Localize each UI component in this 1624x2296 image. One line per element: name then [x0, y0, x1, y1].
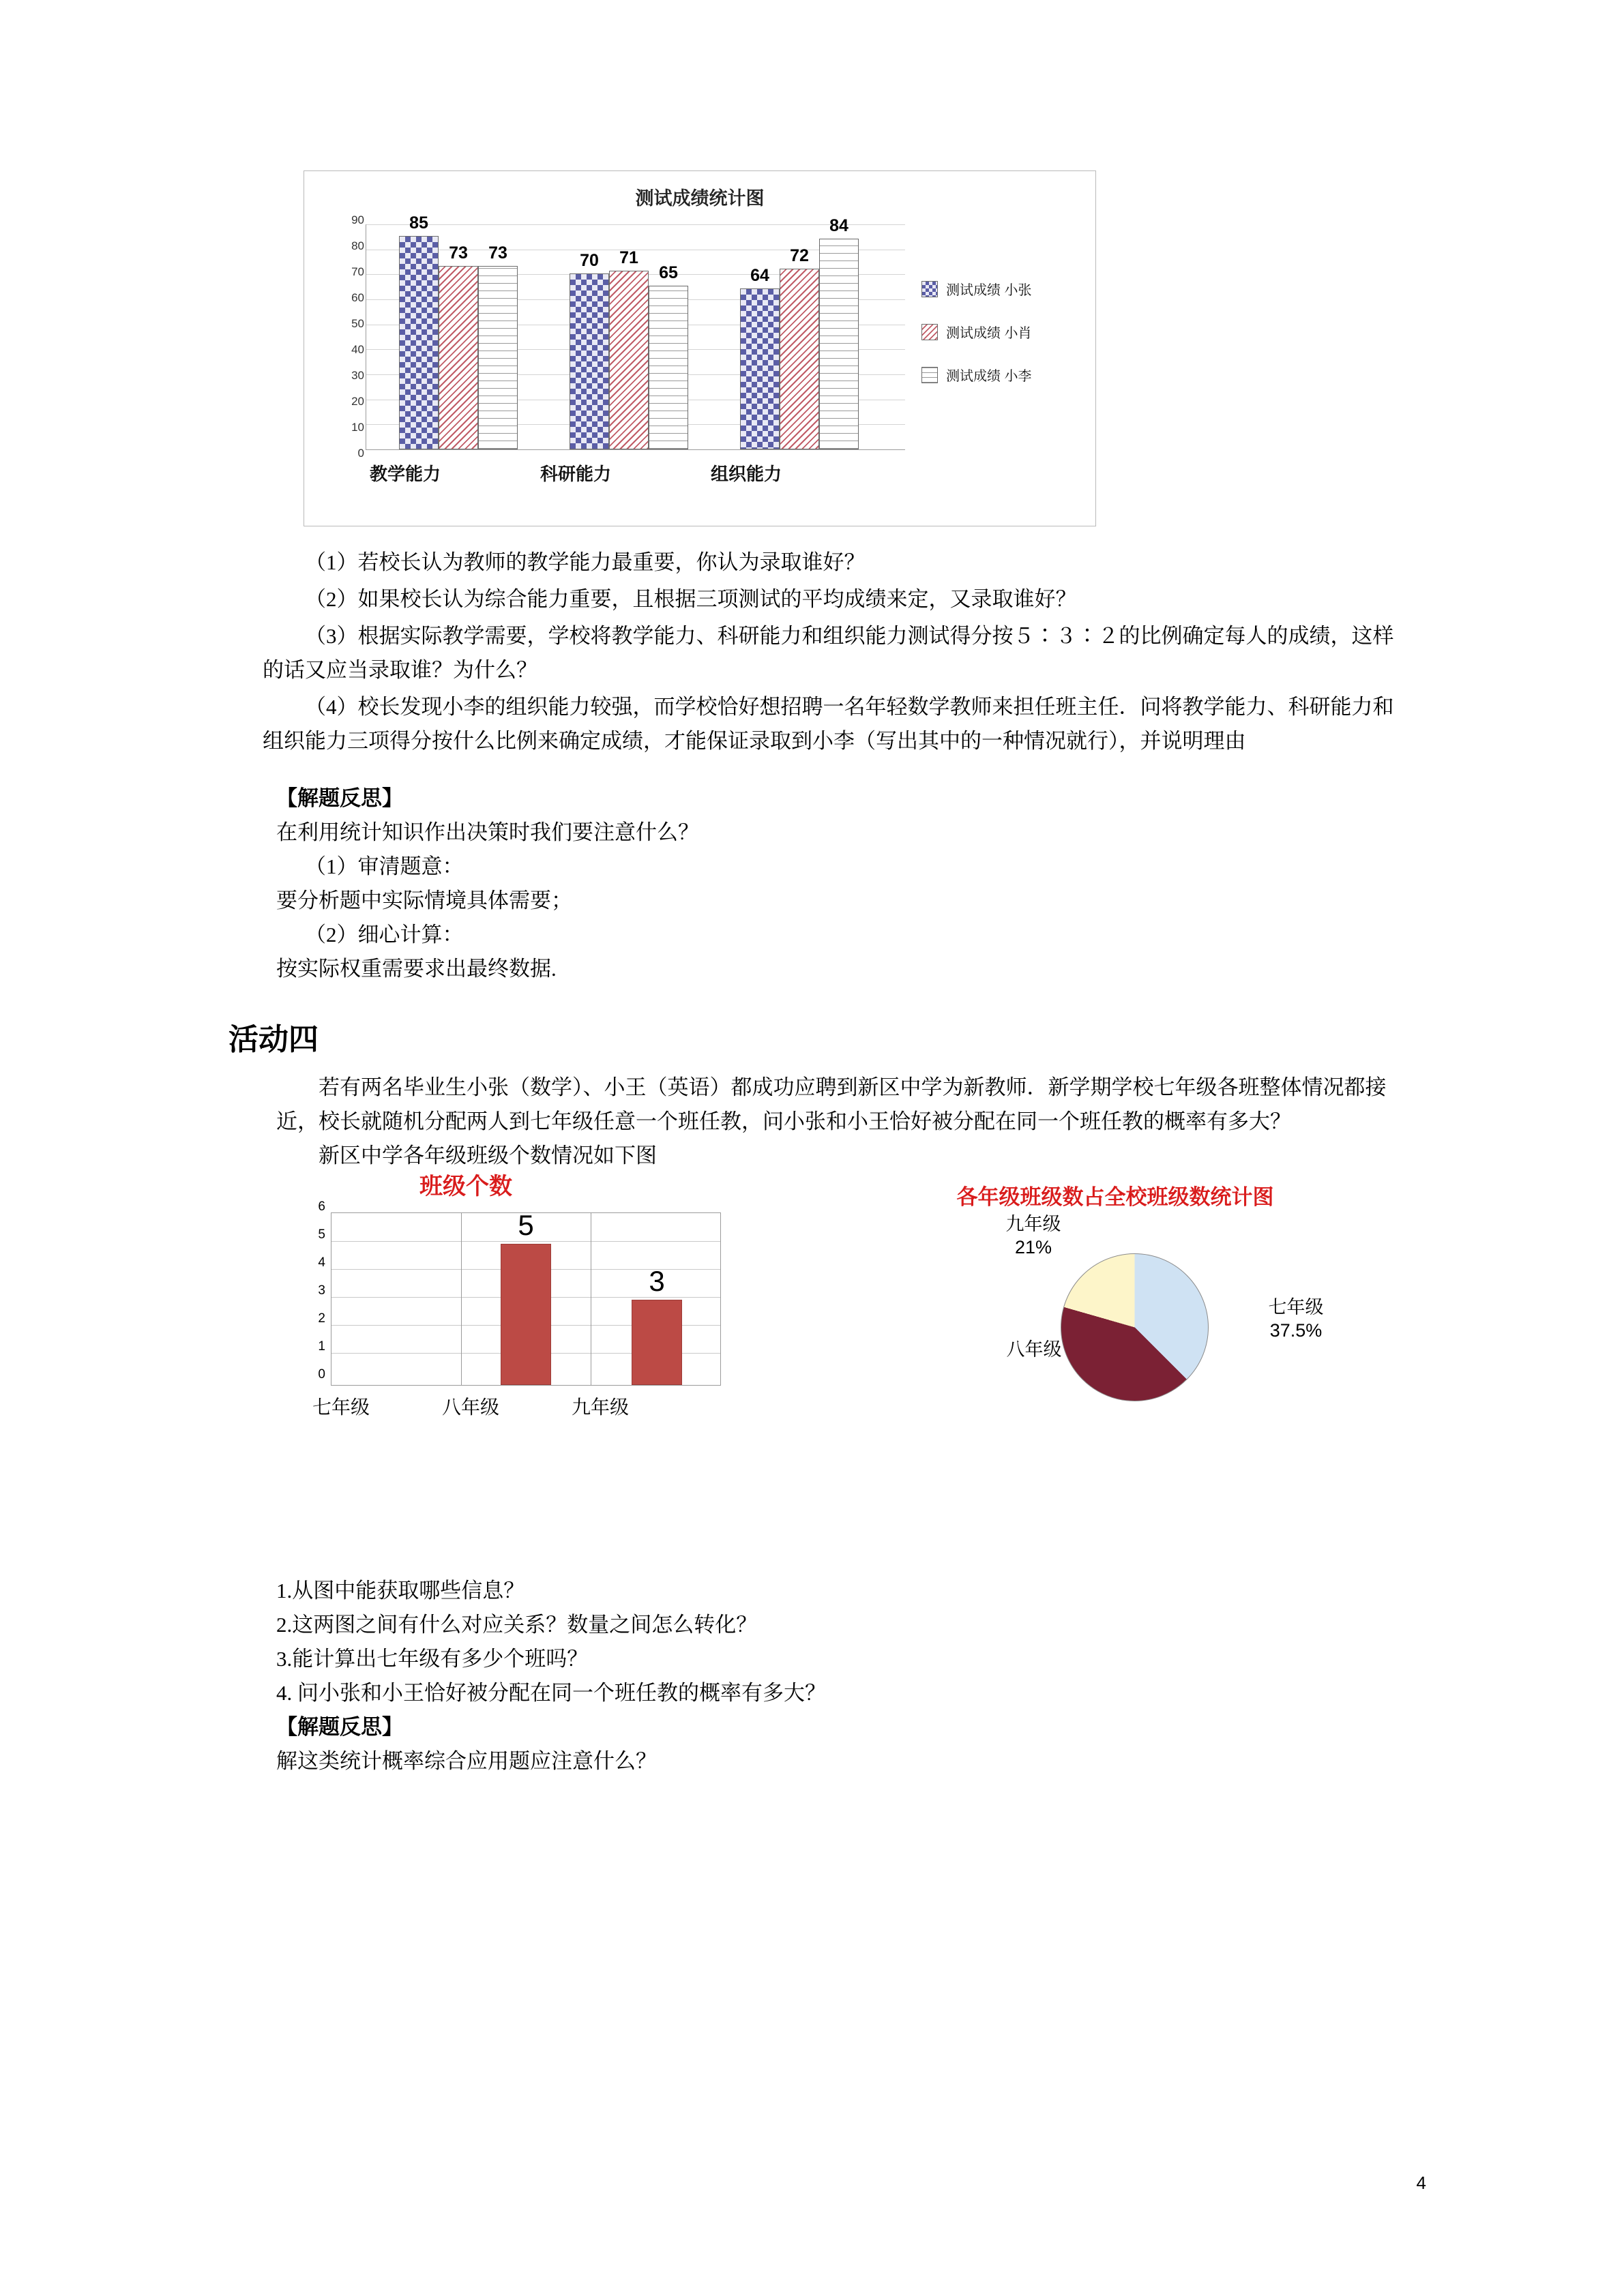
reflection-line: 按实际权重需要求出最终数据.	[276, 957, 557, 981]
pie-label-grade9	[965, 1212, 1102, 1259]
legend-label: 测试成绩 小肖	[946, 326, 1032, 341]
y-tick: 40	[351, 343, 364, 356]
pie-graphic	[1061, 1253, 1209, 1401]
pie-value-text: 21%	[1014, 1237, 1052, 1257]
legend-swatch-icon	[921, 324, 938, 340]
bar-li-teaching	[478, 243, 518, 449]
question-1: 1.从图中能获取哪些信息？	[276, 1579, 525, 1602]
question-2: 2.这两图之间有什么对应关系？数量之间怎么转化？	[276, 1613, 758, 1637]
reflection-line: 解这类统计概率综合应用题应注意什么？	[276, 1749, 657, 1773]
bar-zhang-teaching	[399, 213, 439, 449]
bar-label: 73	[488, 243, 507, 263]
bar-xiao-teaching	[439, 243, 478, 449]
y-tick: 6	[318, 1199, 325, 1214]
plot-area	[331, 1209, 721, 1386]
chart-title: 测试成绩统计图	[635, 188, 765, 209]
bar-group-organization	[740, 216, 859, 449]
y-axis-labels	[325, 213, 364, 460]
chart-title: 各年级班级数占全校班级数统计图	[956, 1185, 1274, 1209]
y-tick: 80	[351, 239, 364, 252]
bar-label: 72	[790, 246, 809, 265]
activity-subtitle: 新区中学各年级班级个数情况如下图	[319, 1144, 657, 1167]
y-tick: 70	[351, 265, 364, 278]
pie-label-grade8	[969, 1338, 1099, 1361]
category-label: 教学能力	[369, 464, 441, 484]
page-content	[228, 170, 1408, 1778]
grade-share-pie-chart	[836, 1180, 1395, 1452]
question-4: （4）校长发现小李的组织能力较强，而学校恰好想招聘一名年轻数学教师来担任班主任．问将教学能力、科研能力和组织能力三项得分按什么比例来确定成绩，才能保证录取到小李（写出其中的一种情况就行），并说明理由	[263, 695, 1394, 753]
bar-xiao-research	[609, 248, 649, 449]
legend-label: 测试成绩 小李	[946, 369, 1032, 384]
bar-xiao-organization	[780, 246, 819, 449]
question-4: 4. 问小张和小王恰好被分配在同一个班任教的概率有多大？	[276, 1681, 826, 1705]
y-tick: 1	[318, 1339, 325, 1354]
test-score-bar-chart	[304, 170, 1096, 526]
category-label: 组织能力	[710, 464, 782, 484]
question-2: （2）如果校长认为综合能力重要，且根据三项测试的平均成绩来定，又录取谁好？	[305, 587, 1077, 611]
y-tick: 5	[318, 1227, 325, 1242]
activity-paragraph: 若有两名毕业生小张（数学）、小王（英语）都成功应聘到新区中学为新教师．新学期学校七年级各班整体情况都接近，校长就随机分配两人到七年级任意一个班任教，问小张和小王恰好被分配在同一个班任教的概率有多大？	[276, 1075, 1387, 1133]
bar-zhang-organization	[740, 266, 780, 449]
pie-label-grade7	[1231, 1296, 1361, 1342]
bar-group-research	[570, 248, 688, 449]
chart-title: 班级个数	[419, 1174, 512, 1199]
y-tick: 90	[351, 213, 364, 226]
chart-legend	[921, 279, 1032, 408]
y-tick: 30	[351, 369, 364, 382]
reflection-block-1	[263, 781, 1408, 986]
y-axis-labels	[304, 1199, 325, 1384]
legend-item	[921, 322, 1032, 342]
category-label: 九年级	[571, 1397, 629, 1418]
bar-grade9	[632, 1265, 682, 1385]
question-3: 3.能计算出七年级有多少个班吗？	[276, 1647, 589, 1671]
question-3: （3）根据实际教学需要，学校将教学能力、科研能力和组织能力测试得分按５∶３∶２的比例确定每人的成绩，这样的话又应当录取谁？为什么？	[263, 624, 1394, 682]
category-label: 八年级	[441, 1397, 499, 1418]
activity-heading: 活动四	[228, 1023, 319, 1056]
bar-label: 85	[409, 213, 428, 233]
reflection-heading: 【解题反思】	[276, 786, 403, 810]
y-tick: 20	[351, 395, 364, 408]
y-tick: 0	[318, 1367, 325, 1382]
reflection-heading: 【解题反思】	[276, 1715, 403, 1739]
bar-grade8	[501, 1209, 551, 1385]
bar-label: 71	[619, 248, 638, 267]
plot-area	[366, 213, 905, 450]
pie-value-text: 37.5%	[1269, 1320, 1323, 1341]
reflection-line: （2）细心计算：	[305, 923, 464, 946]
reflection-line: 在利用统计知识作出决策时我们要注意什么？	[276, 820, 699, 844]
legend-item	[921, 279, 1032, 299]
category-label: 七年级	[312, 1397, 370, 1418]
questions-block-2	[276, 1574, 1408, 1778]
bar-label: 84	[829, 216, 848, 235]
bar-label: 70	[580, 251, 599, 270]
reflection-line: 要分析题中实际情境具体需要；	[276, 889, 572, 912]
bar-label: 64	[750, 266, 769, 285]
y-tick: 3	[318, 1283, 325, 1298]
bar-label: 65	[659, 263, 678, 282]
y-tick: 2	[318, 1311, 325, 1326]
bar-li-organization	[819, 216, 859, 449]
legend-swatch-icon	[921, 281, 938, 297]
bar-label: 5	[518, 1209, 534, 1241]
y-tick: 0	[357, 447, 364, 460]
page-number: 4	[1416, 2173, 1426, 2193]
bar-zhang-research	[570, 251, 609, 449]
class-count-charts	[263, 1174, 1408, 1493]
legend-label: 测试成绩 小张	[946, 283, 1032, 298]
bar-li-research	[649, 263, 688, 449]
questions-block-1	[263, 546, 1408, 758]
class-count-bar-chart	[276, 1174, 740, 1459]
pie-label-text: 七年级	[1268, 1297, 1324, 1317]
category-label: 科研能力	[540, 464, 611, 484]
legend-swatch-icon	[921, 367, 938, 383]
y-tick: 10	[351, 421, 364, 434]
question-1: （1）若校长认为教师的教学能力最重要，你认为录取谁好？	[305, 550, 866, 574]
reflection-line: （1）审清题意：	[305, 854, 464, 878]
y-tick: 60	[351, 291, 364, 304]
bar-label: 3	[649, 1265, 665, 1297]
y-tick: 50	[351, 317, 364, 330]
legend-item	[921, 365, 1032, 385]
bar-group-teaching	[399, 213, 518, 449]
pie-label-text: 八年级	[1006, 1339, 1062, 1360]
pie-label-text: 九年级	[1005, 1214, 1061, 1234]
y-tick: 4	[318, 1255, 325, 1270]
bar-label: 73	[449, 243, 468, 263]
